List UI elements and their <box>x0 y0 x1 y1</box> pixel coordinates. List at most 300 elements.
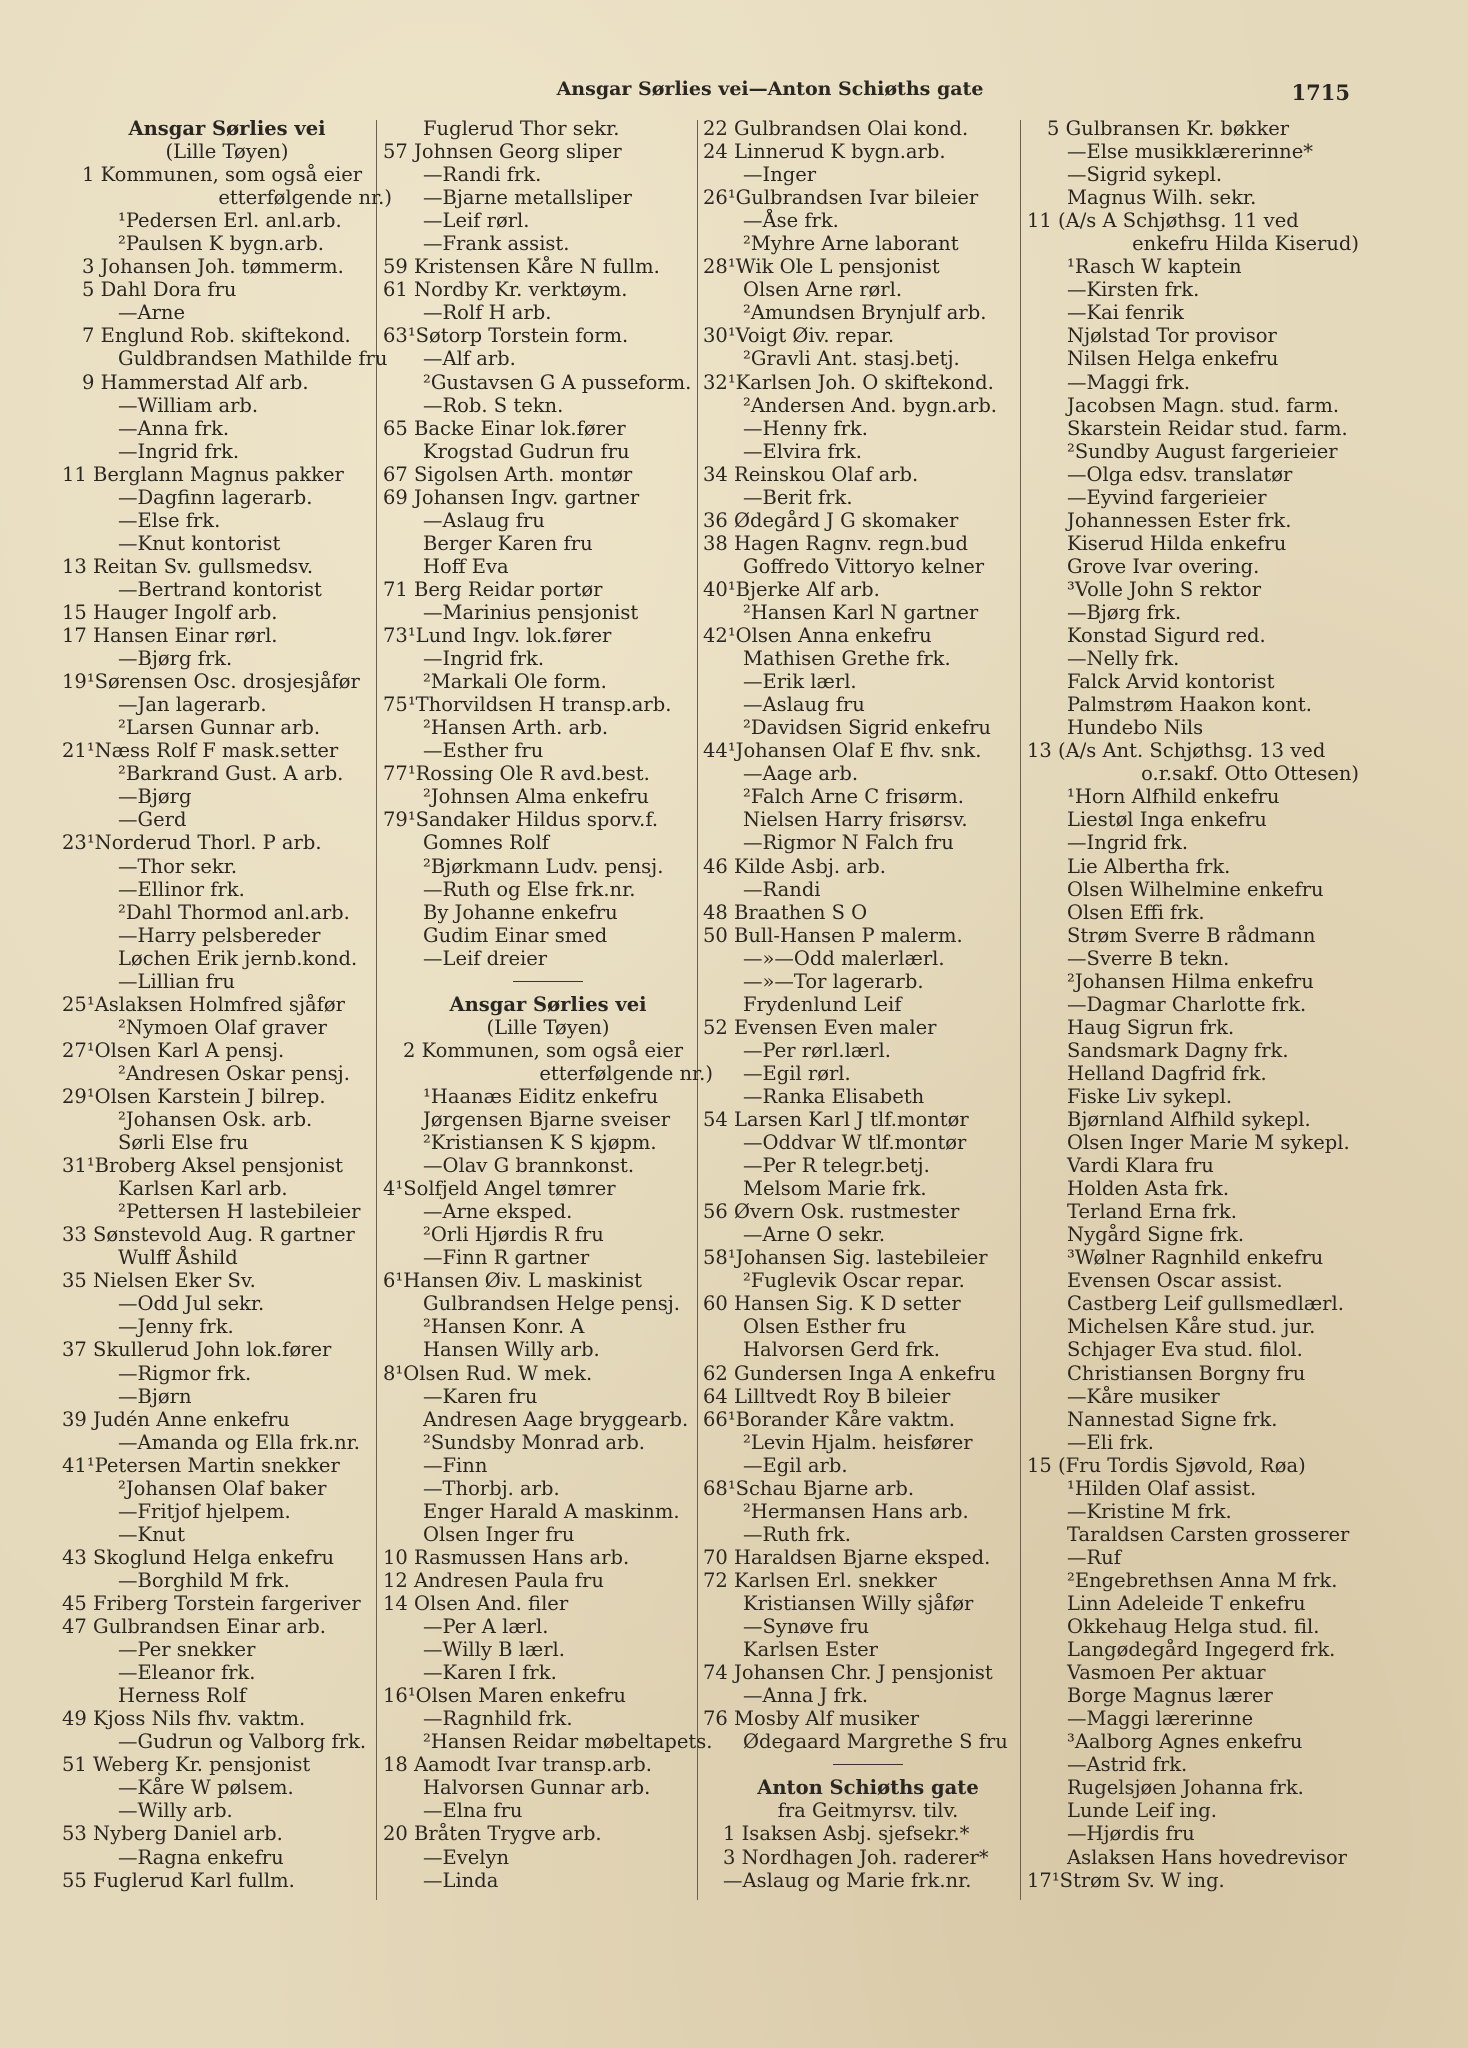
directory-entry: 29¹Olsen Karstein J bilrep. <box>62 1084 326 1108</box>
directory-entry: Lie Albertha frk. <box>1067 854 1231 878</box>
directory-entry: 79¹Sandaker Hildus sporv.f. <box>383 808 659 832</box>
directory-entry: ¹Hilden Olaf assist. <box>1067 1476 1257 1500</box>
directory-entry: Nygård Signe frk. <box>1067 1223 1245 1247</box>
column-3 <box>703 117 1033 1892</box>
directory-entry: Sandsmark Dagny frk. <box>1067 1038 1289 1062</box>
directory-entry: Christiansen Borgny fru <box>1067 1361 1306 1385</box>
directory-entry: ²Orli Hjørdis R fru <box>423 1223 604 1247</box>
directory-entry: —Borghild M frk. <box>118 1568 290 1592</box>
directory-entry: Falck Arvid kontorist <box>1067 670 1275 694</box>
directory-entry: —Harry pelsbereder <box>118 923 321 947</box>
directory-entry: Gulbrandsen Helge pensj. <box>423 1292 680 1316</box>
directory-entry: 27¹Olsen Karl A pensj. <box>62 1038 285 1062</box>
directory-entry: 45 Friberg Torstein fargeriver <box>62 1592 361 1615</box>
directory-entry: 10 Rasmussen Hans arb. <box>383 1545 630 1569</box>
directory-entry: ²Hansen Karl N gartner <box>743 600 979 624</box>
directory-entry: —Evelyn <box>423 1845 510 1869</box>
directory-entry: —Egil rørl. <box>743 1061 851 1085</box>
directory-entry: Okkehaug Helga stud. fil. <box>1067 1615 1320 1639</box>
directory-entry: —Hjørdis fru <box>1067 1822 1195 1846</box>
directory-entry: 50 Bull-Hansen P malerm. <box>703 923 963 947</box>
directory-entry: 9 Hammerstad Alf arb. <box>82 370 309 394</box>
directory-entry: Guldbrandsen Mathilde fru <box>118 347 388 371</box>
directory-entry: Kiserud Hilda enkefru <box>1067 531 1287 555</box>
directory-entry: —Ruth frk. <box>743 1522 851 1546</box>
directory-entry: Olsen Inger Marie M sykepl. <box>1067 1131 1350 1155</box>
section-rule <box>383 970 713 993</box>
directory-entry: —Bjørg frk. <box>1067 600 1182 624</box>
directory-entry: 59 Kristensen Kåre N fullm. <box>383 255 660 279</box>
directory-entry: Holden Asta frk. <box>1067 1177 1230 1201</box>
directory-entry: 28¹Wik Ole L pensjonist <box>703 255 940 279</box>
directory-entry: ²Hansen Konr. A <box>423 1315 585 1339</box>
directory-entry: 49 Kjoss Nils fhv. vaktm. <box>62 1707 306 1731</box>
directory-entry: 75¹Thorvildsen H transp.arb. <box>383 693 672 717</box>
directory-entry: ³Volle John S rektor <box>1067 577 1262 601</box>
directory-entry: ²Andersen And. bygn.arb. <box>743 393 997 417</box>
directory-entry: Terland Erna frk. <box>1067 1200 1237 1224</box>
directory-entry: ²Hermansen Hans arb. <box>743 1499 969 1523</box>
directory-entry: Grove Ivar overing. <box>1067 554 1260 578</box>
directory-entry: ²Johansen Hilma enkefru <box>1067 969 1314 993</box>
directory-entry: —Eyvind fargerieier <box>1067 485 1267 509</box>
directory-entry: —Rob. S tekn. <box>423 393 564 417</box>
directory-entry: Sørli Else fru <box>118 1131 249 1155</box>
directory-entry: Bjørnland Alfhild sykepl. <box>1067 1108 1311 1132</box>
directory-entry: Rugelsjøen Johanna frk. <box>1067 1776 1304 1800</box>
directory-entry: —Ingrid frk. <box>1067 831 1189 855</box>
column-1 <box>62 117 392 1892</box>
directory-entry: 53 Nyberg Daniel arb. <box>62 1822 283 1846</box>
directory-entry: —Else musikklærerinne* <box>1067 140 1314 164</box>
directory-entry: 2 Kommunen, som også eier <box>403 1038 684 1062</box>
directory-entry: 56 Øvern Osk. rustmester <box>703 1200 960 1224</box>
directory-entry: —Randi frk. <box>423 163 542 187</box>
directory-entry: Evensen Oscar assist. <box>1067 1269 1283 1293</box>
directory-entry: —William arb. <box>118 393 259 417</box>
directory-entry: —Astrid frk. <box>1067 1753 1188 1777</box>
directory-entry: Kristiansen Willy sjåfør <box>743 1592 974 1615</box>
section-rule <box>703 1753 1033 1776</box>
directory-entry: —Ragnhild frk. <box>423 1707 573 1731</box>
directory-entry: Wulff Åshild <box>118 1246 238 1270</box>
directory-entry: By Johanne enkefru <box>423 900 618 924</box>
directory-entry: —Alf arb. <box>423 347 516 371</box>
street-heading: Anton Schiøths gate <box>757 1776 979 1800</box>
directory-entry: Linn Adeleide T enkefru <box>1067 1592 1306 1615</box>
directory-entry: 22 Gulbrandsen Olai kond. <box>703 117 969 140</box>
directory-entry: —Ragna enkefru <box>118 1845 284 1869</box>
directory-entry: 24 Linnerud K bygn.arb. <box>703 140 946 164</box>
directory-entry: —Odd Jul sekr. <box>118 1292 265 1316</box>
directory-entry: 69 Johansen Ingv. gartner <box>383 485 640 509</box>
directory-entry: Krogstad Gudrun fru <box>423 439 630 463</box>
directory-entry: ²Falch Arne C frisørm. <box>743 785 964 809</box>
directory-entry: ²Larsen Gunnar arb. <box>118 716 321 740</box>
directory-entry: Melsom Marie frk. <box>743 1177 927 1201</box>
directory-entry: —Nelly frk. <box>1067 647 1180 671</box>
directory-entry: —Linda <box>423 1868 499 1892</box>
directory-entry: ²Johansen Osk. arb. <box>118 1108 313 1132</box>
directory-entry: —Ranka Elisabeth <box>743 1084 925 1108</box>
directory-entry: 13 (A/s Ant. Schjøthsg. 13 ved <box>1027 739 1326 763</box>
directory-entry: Berger Karen fru <box>423 531 593 555</box>
directory-entry: —Jenny frk. <box>118 1315 234 1339</box>
directory-entry: Olsen Wilhelmine enkefru <box>1067 877 1324 901</box>
directory-entry: 55 Fuglerud Karl fullm. <box>62 1868 295 1892</box>
directory-entry: 1 Kommunen, som også eier <box>82 163 363 187</box>
directory-entry: Vasmoen Per aktuar <box>1067 1661 1266 1685</box>
directory-entry: ³Wølner Ragnhild enkefru <box>1067 1246 1324 1270</box>
directory-entry: Strøm Sverre B rådmann <box>1067 923 1316 947</box>
directory-entry: 31¹Broberg Aksel pensjonist <box>62 1154 343 1178</box>
directory-entry: 1 Isaksen Asbj. sjefsekr.* <box>723 1822 970 1846</box>
directory-entry: —Lillian fru <box>118 969 235 993</box>
directory-entry: 58¹Johansen Sig. lastebileier <box>703 1246 988 1270</box>
directory-entry: 11 Berglann Magnus pakker <box>62 462 344 486</box>
directory-entry: —Kristine M frk. <box>1067 1499 1232 1523</box>
directory-entry: ²Nymoen Olaf graver <box>118 1015 327 1039</box>
directory-entry: Skarstein Reidar stud. farm. <box>1067 416 1348 440</box>
directory-entry: 70 Haraldsen Bjarne eksped. <box>703 1545 991 1569</box>
directory-entry: —Kåre W pølsem. <box>118 1776 294 1800</box>
directory-entry: —Willy arb. <box>118 1799 233 1823</box>
directory-entry: Olsen Arne rørl. <box>743 278 903 302</box>
directory-entry: 36 Ødegård J G skomaker <box>703 508 959 532</box>
directory-entry: Vardi Klara fru <box>1067 1154 1214 1178</box>
directory-entry: —Henny frk. <box>743 416 868 440</box>
directory-entry: —Maggi frk. <box>1067 370 1191 394</box>
directory-entry: ²Levin Hjalm. heisfører <box>743 1430 973 1454</box>
directory-entry: Gomnes Rolf <box>423 831 549 855</box>
directory-entry: Castberg Leif gullsmedlærl. <box>1067 1292 1344 1316</box>
directory-entry: ²Pettersen H lastebileier <box>118 1200 361 1224</box>
directory-entry: Magnus Wilh. sekr. <box>1067 186 1257 210</box>
directory-entry: 66¹Borander Kåre vaktm. <box>703 1407 955 1431</box>
directory-entry: 33 Sønstevold Aug. R gartner <box>62 1223 355 1247</box>
directory-entry: 72 Karlsen Erl. snekker <box>703 1568 937 1592</box>
directory-entry: —Inger <box>743 163 817 187</box>
directory-entry: ²Myhre Arne laborant <box>743 232 959 256</box>
directory-entry: Goffredo Vittoryo kelner <box>743 554 985 578</box>
directory-entry: —Ellinor frk. <box>118 877 245 901</box>
directory-entry: Nilsen Helga enkefru <box>1067 347 1279 371</box>
directory-entry: —Eli frk. <box>1067 1430 1154 1454</box>
directory-entry: 11 (A/s A Schjøthsg. 11 ved <box>1027 209 1299 233</box>
directory-entry: o.r.sakf. Otto Ottesen) <box>1141 762 1359 786</box>
page-number: 1715 <box>1291 80 1350 105</box>
directory-entry: 41¹Petersen Martin snekker <box>62 1453 340 1477</box>
directory-entry: Helland Dagfrid frk. <box>1067 1061 1267 1085</box>
directory-entry: fra Geitmyrsv. tilv. <box>777 1799 959 1823</box>
directory-entry: —Per snekker <box>118 1638 256 1662</box>
directory-entry: —Berit frk. <box>743 485 853 509</box>
directory-entry: 17¹Strøm Sv. W ing. <box>1027 1868 1225 1892</box>
directory-entry: —Åse frk. <box>743 209 839 233</box>
column-4 <box>1027 117 1359 1892</box>
directory-entry: 46 Kilde Asbj. arb. <box>703 854 886 878</box>
directory-entry: 54 Larsen Karl J tlf.montør <box>703 1108 969 1132</box>
directory-entry: —Thorbj. arb. <box>423 1476 560 1500</box>
directory-entry: Olsen Esther fru <box>743 1315 907 1339</box>
directory-entry: —Erik lærl. <box>743 670 857 694</box>
directory-entry: 15 (Fru Tordis Sjøvold, Røa) <box>1027 1453 1306 1477</box>
directory-entry: 64 Lilltvedt Roy B bileier <box>703 1384 951 1408</box>
directory-entry: 5 Gulbransen Kr. bøkker <box>1047 117 1290 140</box>
directory-entry: —Dagmar Charlotte frk. <box>1067 992 1307 1016</box>
directory-entry: —Arne <box>118 301 186 325</box>
directory-entry: Fiske Liv sykepl. <box>1067 1084 1233 1108</box>
directory-entry: Palmstrøm Haakon kont. <box>1067 693 1312 717</box>
page-header: Ansgar Sørlies vei—Anton Schiøths gate <box>556 78 984 100</box>
directory-entry: Schjager Eva stud. filol. <box>1067 1338 1303 1362</box>
directory-entry: —Sverre B tekn. <box>1067 946 1230 970</box>
directory-entry: Lunde Leif ing. <box>1067 1799 1217 1823</box>
directory-entry: ²Barkrand Gust. A arb. <box>118 762 344 786</box>
directory-entry: 25¹Aslaksen Holmfred sjåfør <box>62 992 345 1016</box>
directory-entry: 35 Nielsen Eker Sv. <box>62 1269 256 1293</box>
directory-entry: ²Paulsen K bygn.arb. <box>118 232 324 256</box>
directory-entry: 21¹Næss Rolf F mask.setter <box>62 739 339 763</box>
directory-entry: Karlsen Ester <box>743 1638 878 1662</box>
directory-entry: 3 Nordhagen Joh. raderer* <box>723 1845 989 1869</box>
directory-entry: ²Hansen Arth. arb. <box>423 716 609 740</box>
directory-entry: Frydenlund Leif <box>743 992 902 1016</box>
directory-entry: Fuglerud Thor sekr. <box>423 117 620 140</box>
directory-entry: 48 Braathen S O <box>703 900 868 924</box>
directory-entry: Halvorsen Gerd frk. <box>743 1338 940 1362</box>
directory-entry: —Sigrid sykepl. <box>1067 163 1223 187</box>
directory-entry: ¹Horn Alfhild enkefru <box>1067 785 1280 809</box>
directory-entry: —Leif dreier <box>423 946 548 970</box>
directory-entry: —Aslaug fru <box>423 508 545 532</box>
directory-entry: ²Hansen Reidar møbeltapets. <box>423 1730 713 1754</box>
directory-entry: 67 Sigolsen Arth. montør <box>383 462 633 486</box>
directory-entry: —Rigmor frk. <box>118 1361 252 1385</box>
directory-entry: Liestøl Inga enkefru <box>1067 808 1267 832</box>
directory-entry: 60 Hansen Sig. K D setter <box>703 1292 961 1316</box>
directory-entry: 74 Johansen Chr. J pensjonist <box>703 1661 993 1685</box>
directory-entry: Ødegaard Margrethe S fru <box>743 1730 1008 1754</box>
directory-entry: Olsen Effi frk. <box>1067 900 1205 924</box>
directory-entry: —»—Tor lagerarb. <box>743 969 924 993</box>
directory-entry: ²Sundby August fargerieier <box>1067 439 1338 463</box>
directory-entry: —Synøve fru <box>743 1615 870 1639</box>
directory-entry: —Arne eksped. <box>423 1200 573 1224</box>
directory-entry: Taraldsen Carsten grosserer <box>1067 1522 1350 1546</box>
directory-entry: Konstad Sigurd red. <box>1067 624 1266 648</box>
directory-entry: ²Amundsen Brynjulf arb. <box>743 301 987 325</box>
directory-entry: —Fritjof hjelpem. <box>118 1499 291 1523</box>
directory-entry: —Anna J frk. <box>743 1684 869 1708</box>
directory-entry: 77¹Rossing Ole R avd.best. <box>383 762 650 786</box>
directory-entry: (Lille Tøyen) <box>486 1015 610 1039</box>
directory-entry: ²Bjørkmann Ludv. pensj. <box>423 854 664 878</box>
directory-entry: 40¹Bjerke Alf arb. <box>703 577 880 601</box>
directory-entry: —Rolf H arb. <box>423 301 552 325</box>
directory-entry: 14 Olsen And. filer <box>383 1592 569 1615</box>
directory-entry: —Knut <box>118 1522 186 1546</box>
directory-entry: 34 Reinskou Olaf arb. <box>703 462 919 486</box>
directory-entry: ²Markali Ole form. <box>423 670 607 694</box>
directory-entry: 7 Englund Rob. skiftekond. <box>82 324 351 348</box>
directory-entry: —Rigmor N Falch fru <box>743 831 954 855</box>
directory-entry: 51 Weberg Kr. pensjonist <box>62 1753 311 1777</box>
directory-entry: 39 Judén Anne enkefru <box>62 1407 290 1431</box>
directory-entry: —Gerd <box>118 808 187 832</box>
directory-entry: —Knut kontorist <box>118 531 281 555</box>
directory-entry: —Olav G brannkonst. <box>423 1154 635 1178</box>
directory-entry: —Per rørl.lærl. <box>743 1038 891 1062</box>
directory-entry: 3 Johansen Joh. tømmerm. <box>82 255 344 279</box>
directory-entry: 42¹Olsen Anna enkefru <box>703 624 932 648</box>
directory-entry: ¹Rasch W kaptein <box>1067 255 1242 279</box>
directory-entry: Borge Magnus lærer <box>1067 1684 1273 1708</box>
directory-entry: ²Fuglevik Oscar repar. <box>743 1269 965 1293</box>
directory-entry: —Olga edsv. translatør <box>1067 462 1293 486</box>
directory-entry: 62 Gundersen Inga A enkefru <box>703 1361 996 1385</box>
directory-entry: Jacobsen Magn. stud. farm. <box>1067 393 1340 417</box>
directory-entry: —Kai fenrik <box>1067 301 1184 325</box>
directory-entry: —Frank assist. <box>423 232 570 256</box>
directory-entry: Gudim Einar smed <box>423 923 608 947</box>
directory-entry: —Kåre musiker <box>1067 1384 1220 1408</box>
directory-entry: —Finn R gartner <box>423 1246 590 1270</box>
directory-entry: 44¹Johansen Olaf E fhv. snk. <box>703 739 982 763</box>
directory-entry: 38 Hagen Ragnv. regn.bud <box>703 531 968 555</box>
column-2 <box>383 117 713 1892</box>
directory-entry: 61 Nordby Kr. verktøym. <box>383 278 628 302</box>
street-heading: Ansgar Sørlies vei <box>449 992 647 1016</box>
directory-entry: ²Engebrethsen Anna M frk. <box>1067 1568 1338 1592</box>
directory-entry: —Finn <box>423 1453 488 1477</box>
directory-entry: —»—Odd malerlærl. <box>743 946 945 970</box>
directory-entry: Njølstad Tor provisor <box>1067 324 1277 348</box>
directory-entry: —Marinius pensjonist <box>423 600 639 624</box>
directory-entry: 13 Reitan Sv. gullsmedsv. <box>62 554 314 578</box>
directory-entry: 19¹Sørensen Osc. drosjesjåfør <box>62 670 360 694</box>
directory-entry: ²Dahl Thormod anl.arb. <box>118 900 350 924</box>
directory-entry: Mathisen Grethe frk. <box>743 647 951 671</box>
directory-entry: Halvorsen Gunnar arb. <box>423 1776 651 1800</box>
directory-entry: —Willy B lærl. <box>423 1638 565 1662</box>
directory-entry: —Jan lagerarb. <box>118 693 267 717</box>
directory-entry: ²Johnsen Alma enkefru <box>423 785 649 809</box>
directory-entry: —Anna frk. <box>118 416 230 440</box>
directory-entry: —Leif rørl. <box>423 209 530 233</box>
directory-entry: Langødegård Ingegerd frk. <box>1067 1638 1336 1662</box>
directory-entry: Jørgensen Bjarne sveiser <box>423 1108 671 1132</box>
directory-entry: —Arne O sekr. <box>743 1223 886 1247</box>
directory-entry: ²Gravli Ant. stasj.betj. <box>743 347 960 371</box>
directory-entry: ²Johansen Olaf baker <box>118 1476 327 1500</box>
directory-entry: Hundebo Nils <box>1067 716 1204 740</box>
directory-entry: —Bertrand kontorist <box>118 577 322 601</box>
directory-entry: —Else frk. <box>118 508 221 532</box>
directory-entry: Johannessen Ester frk. <box>1067 508 1292 532</box>
directory-entry: 73¹Lund Ingv. lok.fører <box>383 624 612 648</box>
directory-entry: Enger Harald A maskinm. <box>423 1499 680 1523</box>
directory-entry: —Elvira frk. <box>743 439 862 463</box>
directory-entry: 6¹Hansen Øiv. L maskinist <box>383 1269 643 1293</box>
directory-entry: ²Sundsby Monrad arb. <box>423 1430 646 1454</box>
directory-entry: —Elna fru <box>423 1799 523 1823</box>
directory-entry: 8¹Olsen Rud. W mek. <box>383 1361 593 1385</box>
directory-entry: 57 Johnsen Georg sliper <box>383 140 622 164</box>
directory-entry: Aslaksen Hans hovedrevisor <box>1067 1845 1347 1869</box>
directory-entry: 43 Skoglund Helga enkefru <box>62 1545 335 1569</box>
directory-entry: 15 Hauger Ingolf arb. <box>62 600 278 624</box>
directory-entry: —Maggi lærerinne <box>1067 1707 1254 1731</box>
directory-entry: —Egil arb. <box>743 1453 848 1477</box>
directory-entry: enkefru Hilda Kiserud) <box>1132 232 1359 256</box>
directory-entry: —Ruth og Else frk.nr. <box>423 877 636 901</box>
directory-entry: Hansen Willy arb. <box>423 1338 600 1362</box>
directory-entry: 65 Backe Einar lok.fører <box>383 416 626 440</box>
directory-entry: Hoff Eva <box>423 554 509 578</box>
directory-entry: 26¹Gulbrandsen Ivar bileier <box>703 186 979 210</box>
directory-entry: 23¹Norderud Thorl. P arb. <box>62 831 322 855</box>
directory-entry: (Lille Tøyen) <box>165 140 289 164</box>
directory-entry: —Esther fru <box>423 739 544 763</box>
directory-entry: Løchen Erik jernb.kond. <box>118 946 358 970</box>
directory-entry: 18 Aamodt Ivar transp.arb. <box>383 1753 652 1777</box>
directory-entry: Andresen Aage bryggearb. <box>423 1407 689 1431</box>
directory-entry: —Kirsten frk. <box>1067 278 1200 302</box>
directory-entry: Karlsen Karl arb. <box>118 1177 288 1201</box>
directory-entry: —Karen fru <box>423 1384 538 1408</box>
directory-entry: —Thor sekr. <box>118 854 238 878</box>
directory-entry: 37 Skullerud John lok.fører <box>62 1338 332 1362</box>
directory-entry: Nannestad Signe frk. <box>1067 1407 1278 1431</box>
directory-entry: —Ingrid frk. <box>423 647 545 671</box>
directory-entry: —Aage arb. <box>743 762 859 786</box>
directory-entry: 63¹Søtorp Torstein form. <box>383 324 629 348</box>
directory-entry: ²Andresen Oskar pensj. <box>118 1061 350 1085</box>
directory-entry: 47 Gulbrandsen Einar arb. <box>62 1615 326 1639</box>
directory-entry: 20 Bråten Trygve arb. <box>383 1822 602 1846</box>
street-heading: Ansgar Sørlies vei <box>128 117 326 140</box>
directory-entry: ²Gustavsen G A pusseform. <box>423 370 692 394</box>
directory-entry: —Amanda og Ella frk.nr. <box>118 1430 361 1454</box>
directory-entry: —Dagfinn lagerarb. <box>118 485 313 509</box>
directory-entry: 4¹Solfjeld Angel tømrer <box>383 1177 616 1201</box>
directory-entry: 5 Dahl Dora fru <box>82 278 237 302</box>
directory-entry: —Karen I frk. <box>423 1661 557 1685</box>
directory-entry: ³Aalborg Agnes enkefru <box>1067 1730 1303 1754</box>
directory-entry: 68¹Schau Bjarne arb. <box>703 1476 915 1500</box>
directory-entry: 76 Mosby Alf musiker <box>703 1707 920 1731</box>
directory-entry: 52 Evensen Even maler <box>703 1015 937 1039</box>
directory-entry: Olsen Inger fru <box>423 1522 575 1546</box>
directory-entry: —Aslaug og Marie frk.nr. <box>723 1868 972 1892</box>
directory-entry: —Bjørg frk. <box>118 647 233 671</box>
directory-entry: ¹Haanæs Eiditz enkefru <box>423 1084 659 1108</box>
directory-entry: —Bjørg <box>118 785 192 809</box>
directory-entry: —Ruf <box>1067 1545 1121 1569</box>
directory-entry: ²Davidsen Sigrid enkefru <box>743 716 991 740</box>
directory-entry: Herness Rolf <box>118 1684 247 1708</box>
directory-entry: etterfølgende nr.) <box>218 186 392 210</box>
directory-entry: —Gudrun og Valborg frk. <box>118 1730 367 1754</box>
directory-entry: ¹Pedersen Erl. anl.arb. <box>118 209 342 233</box>
directory-entry: ²Kristiansen K S kjøpm. <box>423 1131 657 1155</box>
directory-entry: etterfølgende nr.) <box>539 1061 713 1085</box>
directory-entry: Michelsen Kåre stud. jur. <box>1067 1315 1316 1339</box>
directory-entry: Nielsen Harry frisørsv. <box>743 808 968 832</box>
directory-entry: —Bjarne metallsliper <box>423 186 632 210</box>
directory-entry: —Eleanor frk. <box>118 1661 256 1685</box>
